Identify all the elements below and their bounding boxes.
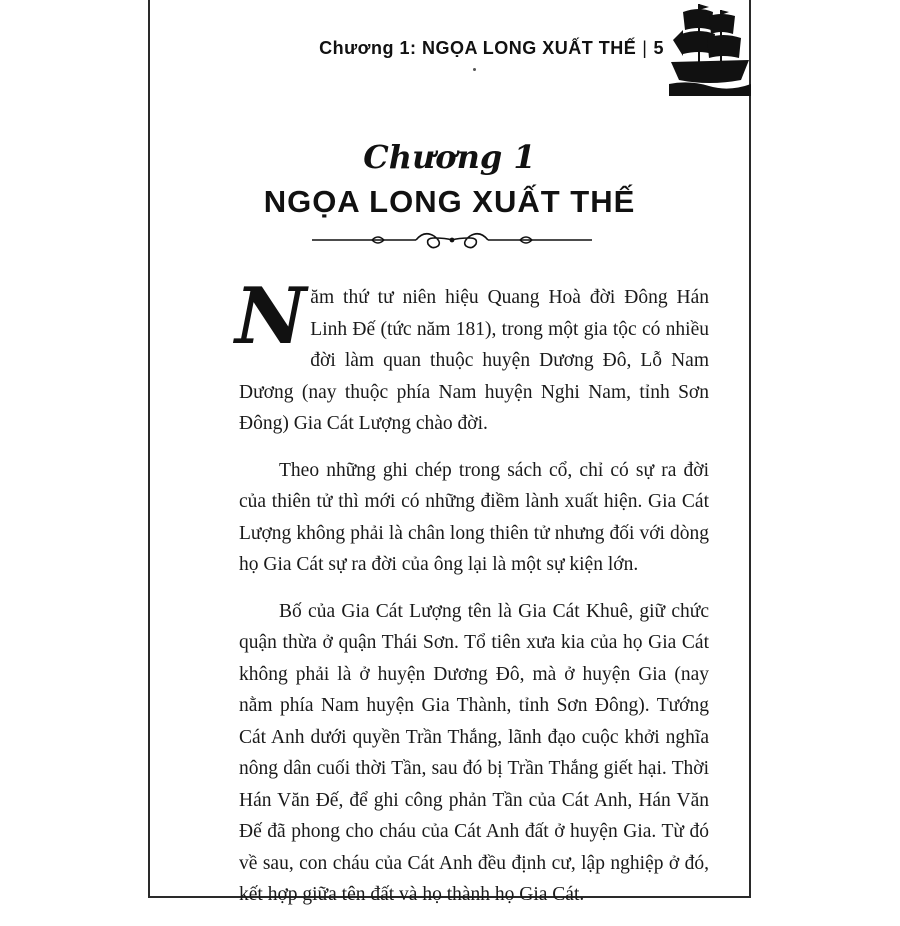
running-header: [150, 38, 664, 59]
drop-cap: N: [235, 271, 307, 362]
paragraph-1: [235, 271, 709, 440]
paragraph-1-text: ăm thứ tư niên hiệu Quang Hoà đời Đông Hán Linh Đế (tức năm 181), trong một gia tộc có nhiều đời làm quan thuộc huyện Dương Đô, Lỗ Nam Dương (nay thuộc phía Nam huyện Nghi Nam, tỉnh Sơn Đông) Gia Cát Lượng chào đời.: [239, 287, 709, 434]
book-page: [148, 0, 751, 905]
page-number: 5: [653, 38, 664, 58]
body-text: [235, 271, 709, 926]
print-speck: [473, 68, 476, 71]
chapter-label: Chương 1: [363, 138, 536, 176]
paragraph-2: Theo những ghi chép trong sách cổ, chỉ có sự ra đời của thiên tử thì mới có những điềm lành xuất hiện. Gia Cát Lượng không phải là chân long thiên tử nhưng đối với dòng họ Gia Cát sự ra đời của ông lại là một sự kiện lớn.: [239, 459, 709, 575]
paragraph-3: Bố của Gia Cát Lượng tên là Gia Cát Khuê, giữ chức quận thừa ở quận Thái Sơn. Tổ tiên xưa kia của họ Gia Cát không phải là ở huyện Dương Đô, mà ở huyện Gia (nay nằm phía Nam huyện Gia Thành, tỉnh Sơn Đông). Tướng Cát Anh dưới quyền Trần Thắng, lãnh đạo cuộc khởi nghĩa nông dân cuối thời Tần, sau đó bị Trần Thắng giết hại. Thời Hán Văn Đế, để ghi công phản Tần của Cát Anh, Hán Văn Đế đã phong cho cháu của Cát Anh đất ở huyện Gia. Từ đó về sau, con cháu của Cát Anh đều định cư, lập nghiệp ở đó, kết hợp giữa tên đất và họ thành họ Gia Cát.: [239, 600, 709, 905]
running-title: Chương 1: NGỌA LONG XUẤT THẾ: [319, 38, 637, 58]
chapter-title: NGỌA LONG XUẤT THẾ: [263, 184, 636, 219]
sailing-ship-icon: [669, 0, 751, 96]
flourish-divider-icon: [312, 226, 592, 254]
header-separator: |: [642, 38, 648, 58]
